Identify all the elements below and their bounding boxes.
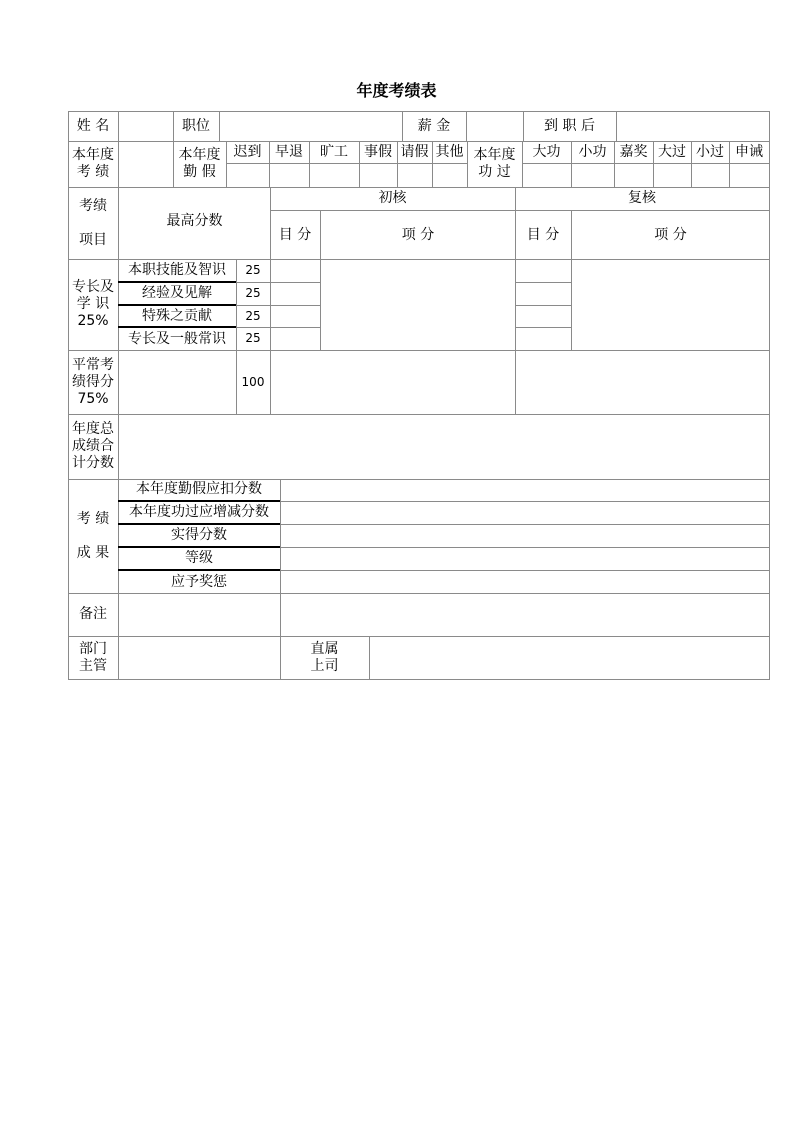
remark-field[interactable] [281, 594, 769, 636]
attendance-item: 其他 [435, 143, 464, 160]
annual-appraisal-label: 本年度 考 绩 [72, 147, 114, 180]
attendance-item: 事假 [364, 143, 392, 160]
regular-score-label: 平常考 绩得分 75% [72, 356, 114, 407]
attendance-item: 旷工 [320, 143, 348, 160]
result-item: 本年度功过应增减分数 [129, 504, 269, 520]
border-bottom [68, 679, 770, 680]
annual-total-field[interactable] [119, 415, 769, 479]
regular-max: 100 [241, 374, 265, 389]
second-item-score-label: 项 分 [654, 226, 687, 243]
merit-item: 大过 [658, 143, 686, 160]
second-score-label: 目 分 [526, 226, 560, 243]
annual-leave-label: 本年度 勤 假 [178, 147, 221, 180]
remark-label: 备注 [79, 606, 107, 622]
supervisor-field[interactable] [370, 637, 769, 679]
merit-label: 本年度 功 过 [473, 147, 516, 180]
expertise-item: 特殊之贡献 [142, 307, 212, 324]
border-right [769, 111, 770, 680]
position-field[interactable] [220, 111, 402, 141]
expertise-item: 专长及一般常识 [128, 330, 226, 347]
salary-field[interactable] [467, 111, 523, 141]
attendance-item: 迟到 [233, 143, 262, 160]
merit-item: 小功 [578, 143, 607, 160]
max-score-label: 最高分数 [166, 213, 223, 229]
expertise-max: 25 [245, 286, 261, 300]
expertise-item: 本职技能及智识 [128, 261, 226, 278]
hire-field[interactable] [617, 111, 769, 141]
grid-line [118, 141, 119, 187]
second-review-label: 复核 [628, 190, 656, 206]
first-item-score-label: 项 分 [401, 226, 435, 243]
name-label: 姓 名 [76, 117, 110, 134]
item-label: 考绩 项目 [79, 197, 107, 248]
annual-total-label: 年度总 成绩合 计分数 [72, 421, 114, 471]
grid-line [515, 282, 572, 283]
position-label: 职位 [182, 117, 210, 134]
result-item: 应予奖惩 [171, 573, 227, 590]
salary-label: 薪 金 [417, 117, 451, 134]
grid-line [280, 524, 770, 525]
attendance-item: 早退 [275, 143, 303, 160]
first-score-label: 目 分 [278, 226, 312, 243]
grid-line [226, 163, 467, 164]
result-label: 考 绩 成 果 [76, 510, 110, 561]
attendance-item: 请假 [400, 143, 429, 160]
merit-item: 大功 [532, 143, 561, 160]
grid-line [68, 350, 770, 351]
merit-item: 小过 [696, 143, 724, 160]
grid-line [280, 501, 770, 502]
grid-line [280, 570, 770, 571]
hire-label: 到 职 后 [544, 117, 595, 134]
expertise-max: 25 [245, 331, 261, 345]
result-item: 本年度勤假应扣分数 [136, 481, 262, 497]
first-review-label: 初核 [378, 190, 407, 206]
merit-item: 申诫 [735, 143, 763, 160]
result-item: 实得分数 [171, 527, 227, 543]
expertise-label: 专长及 学 识 25% [72, 279, 114, 329]
grid-line [280, 547, 770, 548]
grid-line [522, 163, 770, 164]
supervisor-label: 直属 上司 [310, 640, 339, 674]
dept-head-label: 部门 主管 [79, 640, 107, 674]
page-title: 年度考绩表 [356, 81, 437, 100]
grid-line [515, 327, 572, 328]
result-item: 等级 [185, 550, 213, 566]
name-field[interactable] [119, 111, 173, 141]
expertise-max: 25 [245, 308, 261, 323]
grid-line [515, 305, 572, 306]
merit-item: 嘉奖 [619, 143, 648, 160]
expertise-max: 25 [245, 263, 261, 277]
expertise-item: 经验及见解 [142, 285, 212, 301]
dept-head-field[interactable] [119, 637, 280, 679]
